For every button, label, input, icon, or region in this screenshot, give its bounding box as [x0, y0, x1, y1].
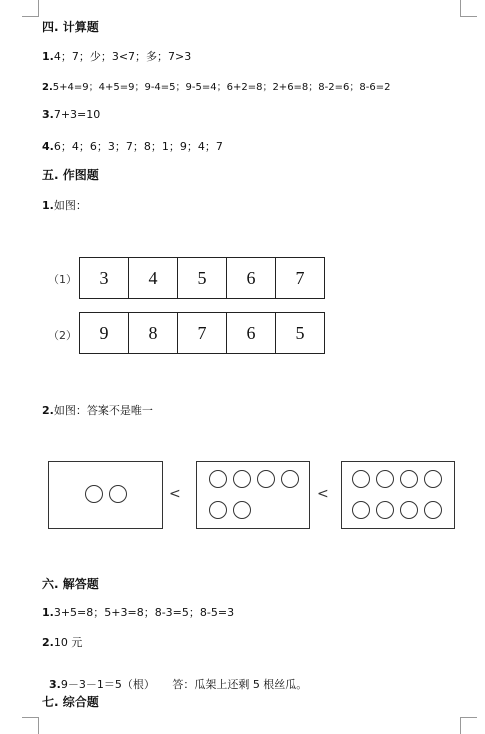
- circle: [352, 501, 370, 519]
- answer-number: 3.: [49, 678, 61, 691]
- answer-number: 1.: [42, 606, 54, 619]
- circle: [352, 470, 370, 488]
- circle: [209, 501, 227, 519]
- answer-line: [42, 663, 307, 692]
- answer-line: [42, 634, 82, 650]
- number-cell: 5: [275, 312, 325, 354]
- answer-line: [42, 197, 87, 213]
- circle: [424, 470, 442, 488]
- less-than-sign-2: <: [317, 486, 329, 502]
- circle: [109, 485, 127, 503]
- number-cell: 4: [128, 257, 178, 299]
- circle-box-1: [48, 461, 163, 529]
- answer-line: [42, 48, 191, 64]
- corner-mark-top-right: [460, 0, 477, 17]
- circle-box-3: [341, 461, 455, 529]
- number-cell: 9: [79, 312, 129, 354]
- answer-text: 7+3=10: [53, 108, 101, 121]
- section-4-heading: 四. 计算题: [42, 20, 99, 34]
- answer-line: [42, 604, 234, 620]
- circle: [85, 485, 103, 503]
- row-label-1: （1）: [48, 273, 77, 286]
- corner-mark-bottom-right: [460, 717, 477, 734]
- answer-number: 3.: [42, 108, 54, 121]
- answer-text: 如图：答案不是唯一: [53, 404, 153, 417]
- section-7-heading: 七. 综合题: [42, 695, 99, 709]
- answer-text: 5+4=9；4+5=9；9-4=5；9-5=4；6+2=8；2+6=8；8-2=6；8-6=2: [52, 82, 391, 93]
- number-row-2: [79, 312, 325, 354]
- number-cell: 8: [128, 312, 178, 354]
- answer-line: [42, 108, 100, 121]
- number-cell: 6: [226, 312, 276, 354]
- circle-box-2: [196, 461, 310, 529]
- answer-text: 6；4；6；3；7；8；1；9；4；7: [53, 140, 223, 153]
- row-label-2: （2）: [48, 329, 77, 342]
- number-cell: 6: [226, 257, 276, 299]
- corner-mark-top-left: [22, 0, 39, 17]
- section-5-heading: 五. 作图题: [42, 168, 99, 182]
- answer-text: 如图：: [53, 199, 87, 212]
- answer-text: 3+5=8；5+3=8；8-3=5；8-5=3: [53, 606, 235, 619]
- answer-number: 4.: [42, 140, 54, 153]
- circle: [400, 470, 418, 488]
- answer-text: 4；7；少；3<7；多；7>3: [53, 50, 192, 63]
- circle: [233, 470, 251, 488]
- number-cell: 5: [177, 257, 227, 299]
- circle: [376, 501, 394, 519]
- corner-mark-bottom-left: [22, 717, 39, 734]
- answer-line: [42, 78, 390, 93]
- answer-number: 2.: [42, 82, 53, 93]
- section-6-heading: 六. 解答题: [42, 577, 99, 591]
- number-cell: 7: [275, 257, 325, 299]
- answer-number: 1.: [42, 50, 54, 63]
- number-row-1: [79, 257, 325, 299]
- number-cell: 7: [177, 312, 227, 354]
- less-than-sign-1: <: [169, 486, 181, 502]
- circle: [376, 470, 394, 488]
- answer-number: 1.: [42, 199, 54, 212]
- answer-text: 10 元: [53, 636, 83, 649]
- circle: [233, 501, 251, 519]
- circle: [257, 470, 275, 488]
- answer-line: [42, 138, 223, 154]
- answer-line: [42, 402, 153, 418]
- answer-number: 2.: [42, 636, 54, 649]
- circle: [281, 470, 299, 488]
- circle: [424, 501, 442, 519]
- answer-number: 2.: [42, 404, 54, 417]
- circle: [209, 470, 227, 488]
- circle: [400, 501, 418, 519]
- number-cell: 3: [79, 257, 129, 299]
- answer-text: 9－3－1＝5（根） 答：瓜架上还剩 5 根丝瓜。: [60, 678, 308, 691]
